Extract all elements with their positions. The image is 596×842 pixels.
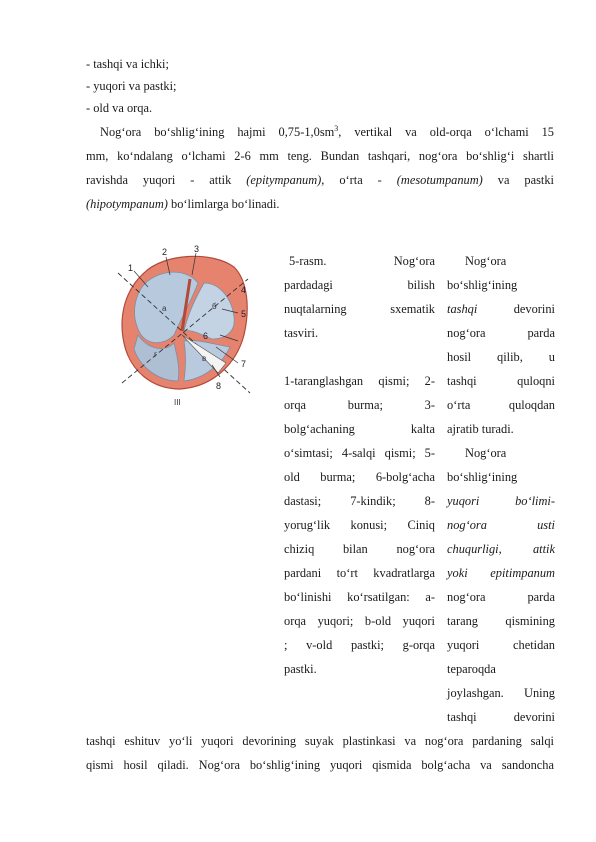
text-span: devorini xyxy=(513,302,555,316)
bullet-item: - old va orqa. xyxy=(86,101,153,115)
column-line: tarang qismining xyxy=(447,614,555,628)
column-line: nog‘ora usti xyxy=(447,518,555,532)
column-line xyxy=(447,301,555,317)
figure-label: 8 xyxy=(216,381,222,391)
column-line: bo‘shlig‘ining xyxy=(447,470,518,484)
italic-term: (mesotumpanum) xyxy=(396,173,483,187)
column-line: Nog‘ora xyxy=(465,254,507,268)
column-line: bo‘shlig‘ining xyxy=(447,278,518,292)
tympanic-membrane-figure xyxy=(108,243,256,413)
caption-line: tasviri. xyxy=(284,326,319,340)
bullet-item: - tashqi va ichki; xyxy=(86,57,169,71)
caption-line: pardani to‘rt kvadratlarga xyxy=(284,566,435,580)
caption-line: nuqtalarning sxematik xyxy=(284,302,435,316)
caption-line: bolg‘achaning kalta xyxy=(284,422,435,436)
column-line: yuqori bo‘limi- xyxy=(447,494,555,508)
caption-line: 5-rasm. Nog‘ora xyxy=(289,254,435,268)
quadrant-letter: г xyxy=(154,350,157,359)
caption-line: orqa burma; 3- xyxy=(284,398,435,412)
text-span: o‘rta - xyxy=(324,173,397,187)
paragraph-line xyxy=(100,124,554,140)
column-line: nog‘ora parda xyxy=(447,590,555,604)
italic-term: tashqi xyxy=(447,302,478,316)
caption-line: 1-taranglashgan qismi; 2- xyxy=(284,374,435,388)
caption-line: pastki. xyxy=(284,662,317,676)
figure-label: 3 xyxy=(194,244,200,254)
figure-label: 5 xyxy=(241,309,247,319)
paragraph-line: mm, ko‘ndalang o‘lchami 2-6 mm teng. Bundan tashqari, nog‘ora bo‘shlig‘i shartli xyxy=(86,149,554,163)
column-line: hosil qilib, u xyxy=(447,350,555,364)
figure-roman-label: III xyxy=(174,398,181,407)
figure-label: 2 xyxy=(162,247,168,257)
caption-line: dastasi; 7-kindik; 8- xyxy=(284,494,435,508)
caption-line: ; v-old pastki; g-orqa xyxy=(284,638,435,652)
quadrant-letter: в xyxy=(202,354,207,363)
text-span: Nog‘ora bo‘shlig‘ining hajmi 0,75-1,0sm xyxy=(100,125,335,139)
paragraph-line: tashqi eshituv yo‘li yuqori devorining suyak plastinkasi va nog‘ora pardaning salqi xyxy=(86,734,554,748)
figure-label: 6 xyxy=(203,331,209,341)
caption-line: yorug‘lik konusi; Ciniq xyxy=(284,518,435,532)
column-line: joylashgan. Uning xyxy=(447,686,555,700)
column-line: yoki epitimpanum xyxy=(447,566,555,580)
paragraph-line xyxy=(86,172,554,188)
quadrant-letter: a xyxy=(162,304,167,313)
column-line: teparoqda xyxy=(447,662,496,676)
caption-line: pardadagi bilish xyxy=(284,278,435,292)
column-line: chuqurligi, attik xyxy=(447,542,555,556)
paragraph-line xyxy=(86,196,554,212)
column-line: Nog‘ora xyxy=(465,446,507,460)
caption-line: o‘simtasi; 4-salqi qismi; 5- xyxy=(284,446,435,460)
figure-label: 4 xyxy=(241,285,247,295)
column-line: tashqi devorini xyxy=(447,710,555,724)
italic-term: (epitympanum), xyxy=(246,173,325,187)
text-span: bo‘limlarga bo‘linadi. xyxy=(167,197,280,211)
caption-line: chiziq bilan nog‘ora xyxy=(284,542,435,556)
caption-line: bo‘linishi ko‘rsatilgan: a- xyxy=(284,590,435,604)
caption-line: old burma; 6-bolg‘acha xyxy=(284,470,435,484)
column-line: yuqori chetidan xyxy=(447,638,555,652)
superscript: 3 xyxy=(334,123,339,133)
text-span: va pastki xyxy=(482,173,555,187)
paragraph-line: qismi hosil qiladi. Nog‘ora bo‘shlig‘ining yuqori qismida bolg‘acha va sandoncha xyxy=(86,758,554,772)
caption-line: orqa yuqori; b-old yuqori xyxy=(284,614,435,628)
figure-label: 7 xyxy=(241,359,247,369)
column-line: ajratib turadi. xyxy=(447,422,514,436)
figure-label: 1 xyxy=(128,263,134,273)
column-line: o‘rta quloqdan xyxy=(447,398,555,412)
bullet-item: - yuqori va pastki; xyxy=(86,79,177,93)
column-line: nog‘ora parda xyxy=(447,326,555,340)
italic-term: (hipotympanum) xyxy=(86,197,168,211)
quadrant-letter: б xyxy=(212,302,217,311)
column-line: tashqi quloqni xyxy=(447,374,555,388)
text-span: , vertikal va old-orqa o‘lchami 15 xyxy=(338,125,554,139)
text-span: ravishda yuqori - attik xyxy=(86,173,247,187)
